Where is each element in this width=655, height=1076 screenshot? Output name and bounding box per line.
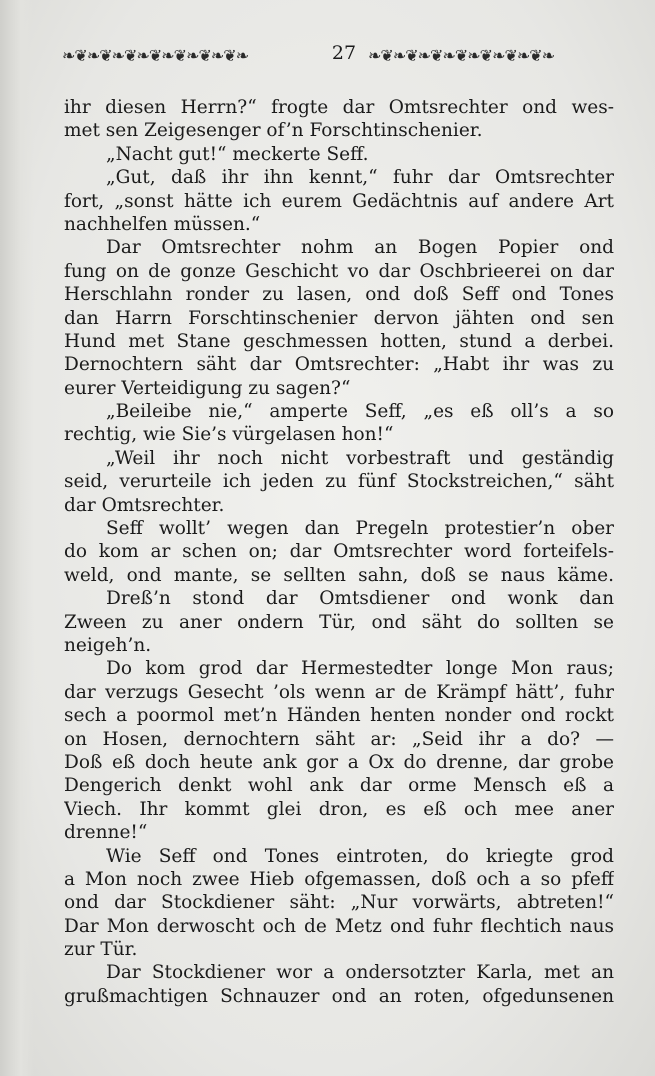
text-line: „Weil ihr noch nicht vorbestraft und geständig xyxy=(106,447,614,469)
text-line: „Nacht gut!“ meckerte Seff. xyxy=(106,143,369,165)
text-line: Dar Stockdiener wor a ondersotzter Karla, met an xyxy=(106,962,614,984)
text-line: dar verzugs Gesecht ’ols wenn ar de Krämpf hätt’, fuhr xyxy=(64,681,614,703)
text-line: Hund met Stane geschmessen hotten, stund a derbei. xyxy=(64,330,614,352)
text-line: ond dar Stockdiener säht: „Nur vorwärts, abtreten!“ xyxy=(64,892,614,914)
text-line: dan Harrn Forschtinschenier dervon jähten ond sen xyxy=(64,307,614,329)
text-line: ihr diesen Herrn?“ frogte dar Omtsrechter ond wes- xyxy=(64,97,614,118)
header-ornament-right: ❧❦❧❦❧❦❧❦❧❦❧❦❧❦❧ xyxy=(368,46,555,65)
text-line: Dar Omtsrechter nohm an Bogen Popier ond xyxy=(106,237,614,259)
text-line: Herschlahn ronder zu lasen, ond doß Seff ond Tones xyxy=(64,284,614,306)
text-line: on Hosen, dernochtern säht ar: „Seid ihr a do? — xyxy=(64,728,614,750)
text-line: met sen Zeigesenger of’n Forschtinschenier. xyxy=(64,120,483,142)
text-line: Dar Mon derwoscht och de Metz ond fuhr flechtich naus xyxy=(64,915,614,937)
text-line: sech a poormol met’n Händen henten nonder ond rockt xyxy=(64,705,614,727)
text-line: „Gut, daß ihr ihn kennt,“ fuhr dar Omtsrechter xyxy=(106,167,614,189)
text-line: Dernochtern säht dar Omtsrechter: „Habt ihr was zu xyxy=(64,354,614,376)
text-line: rechtig, wie Sie’s vürgelasen hon!“ xyxy=(64,424,394,446)
text-line: a Mon noch zwee Hieb ofgemassen, doß och a so pfeff xyxy=(64,868,614,890)
text-line: weld, ond mante, se sellten sahn, doß se naus käme. xyxy=(64,564,614,586)
text-line: fung on de gonze Geschicht vo dar Oschbrieerei on dar xyxy=(64,260,614,282)
text-line: Zween zu aner ondern Tür, ond säht do sollten se xyxy=(64,611,614,633)
text-line: eurer Verteidigung zu sagen?“ xyxy=(64,377,351,399)
text-line: do kom ar schen on; dar Omtsrechter word forteifels- xyxy=(64,541,614,563)
text-line: dar Omtsrechter. xyxy=(64,494,225,516)
text-line: Dreß’n stond dar Omtsdiener ond wonk dan xyxy=(106,588,614,610)
text-line: Dengerich denkt wohl ank dar orme Mensch eß a xyxy=(64,775,614,797)
text-line: neigeh’n. xyxy=(64,634,152,656)
page-gutter-shadow xyxy=(0,0,34,1076)
text-line: nachhelfen müssen.“ xyxy=(64,213,261,235)
text-line: Doß eß doch heute ank gor a Ox do drenne, dar grobe xyxy=(64,751,614,773)
page-number: 27 xyxy=(331,42,357,64)
text-line: drenne!“ xyxy=(64,822,148,844)
text-line: fort, „sonst hätte ich eurem Gedächtnis auf andere Art xyxy=(64,190,614,212)
text-line: grußmachtigen Schnauzer ond an roten, ofgedunsenen xyxy=(64,985,614,1007)
body-text xyxy=(64,96,614,1008)
header-ornament-left: ❧❦❧❦❧❦❧❦❧❦❧❦❧❦❧ xyxy=(62,46,249,65)
text-line: Wie Seff ond Tones eintroten, do kriegte grod xyxy=(106,845,614,867)
text-line: Seff wollt’ wegen dan Pregeln protestier’n ober xyxy=(106,518,614,540)
text-line: zur Tür. xyxy=(64,939,138,961)
text-line: seid, verurteile ich jeden zu fünf Stockstreichen,“ säht xyxy=(64,471,614,493)
text-line: „Beileibe nie,“ amperte Seff, „es eß oll’s a so xyxy=(106,401,614,423)
page-header xyxy=(62,40,617,70)
text-line: Viech. Ihr kommt glei dron, es eß och mee aner xyxy=(64,798,614,820)
text-line: Do kom grod dar Hermestedter longe Mon raus; xyxy=(106,658,614,680)
